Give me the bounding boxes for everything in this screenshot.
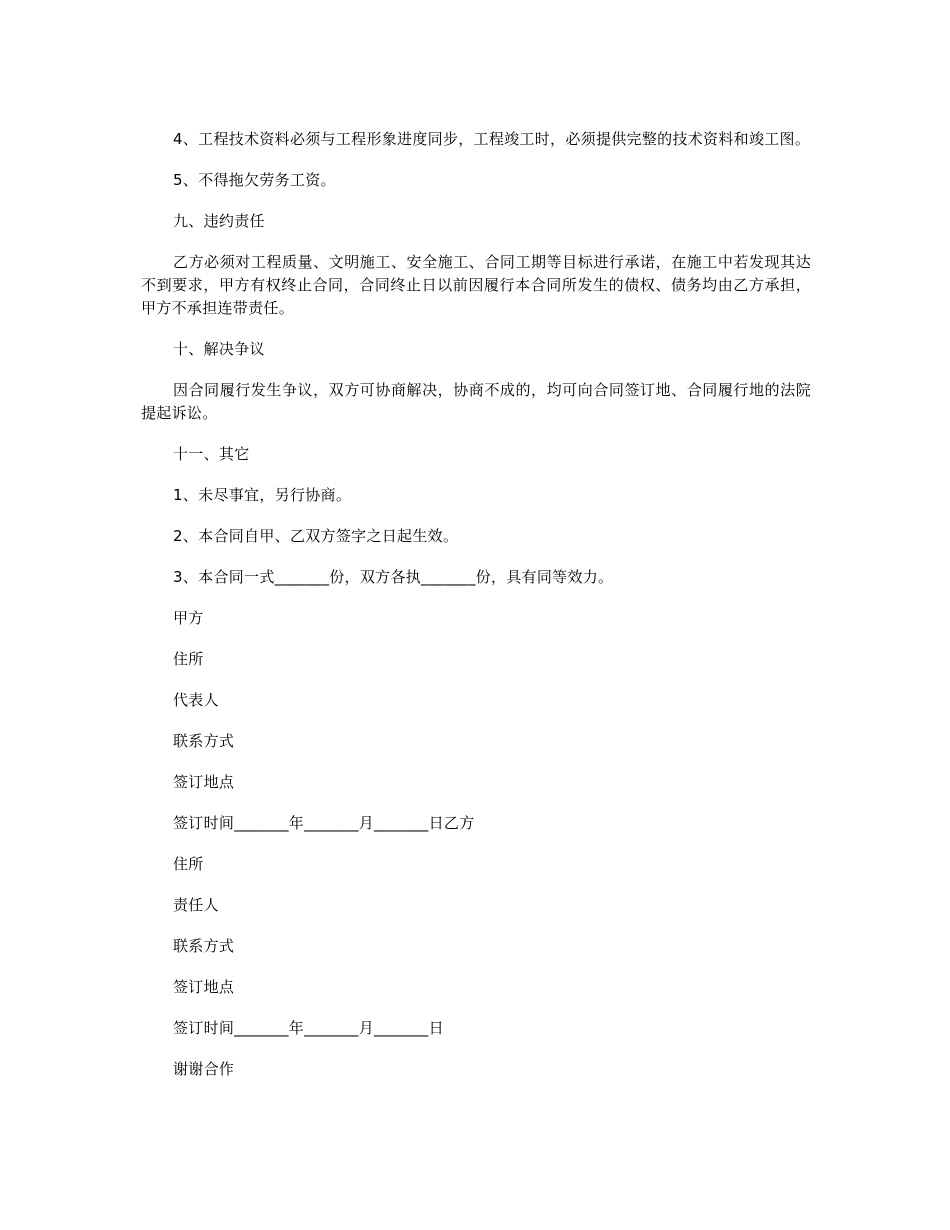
party-a-label: 甲方 bbox=[173, 609, 204, 627]
party-b-signing-date: 签订时间_______年_______月_______日 bbox=[173, 1019, 444, 1037]
document-body bbox=[141, 128, 811, 1081]
party-a-signing-place: 签订地点 bbox=[173, 773, 235, 791]
section-heading-other: 十一、其它 bbox=[173, 445, 250, 463]
party-a-contact: 联系方式 bbox=[173, 732, 235, 750]
party-b-address: 住所 bbox=[173, 855, 204, 873]
clause-liability: 乙方必须对工程质量、文明施工、安全施工、合同工期等目标进行承诺，在施工中若发现其达不到要求，甲方有权终止合同，合同终止日以前因履行本合同所发生的债权、债务均由乙方承担，甲方不承担连带责任。 bbox=[141, 253, 811, 317]
party-b-responsible-person: 责任人 bbox=[173, 896, 219, 914]
party-b-contact: 联系方式 bbox=[173, 937, 235, 955]
section-heading-liability: 九、违约责任 bbox=[173, 212, 265, 230]
section-heading-disputes: 十、解决争议 bbox=[173, 340, 265, 358]
clause-technical-documents: 4、工程技术资料必须与工程形象进度同步，工程竣工时，必须提供完整的技术资料和竣工图。 bbox=[173, 130, 811, 148]
clause-no-wage-arrears: 5、不得拖欠劳务工资。 bbox=[173, 171, 336, 189]
party-a-representative: 代表人 bbox=[173, 691, 219, 709]
party-a-address: 住所 bbox=[173, 650, 204, 668]
party-a-signing-date: 签订时间_______年_______月_______日乙方 bbox=[173, 814, 475, 832]
closing-thanks: 谢谢合作 bbox=[173, 1060, 235, 1078]
party-b-signing-place: 签订地点 bbox=[173, 978, 235, 996]
clause-other-3: 3、本合同一式_______份，双方各执_______份，具有同等效力。 bbox=[173, 568, 614, 586]
clause-other-1: 1、未尽事宜，另行协商。 bbox=[173, 486, 352, 504]
clause-disputes: 因合同履行发生争议，双方可协商解决，协商不成的，均可向合同签订地、合同履行地的法院提起诉讼。 bbox=[141, 381, 811, 422]
clause-other-2: 2、本合同自甲、乙双方签字之日起生效。 bbox=[173, 527, 459, 545]
